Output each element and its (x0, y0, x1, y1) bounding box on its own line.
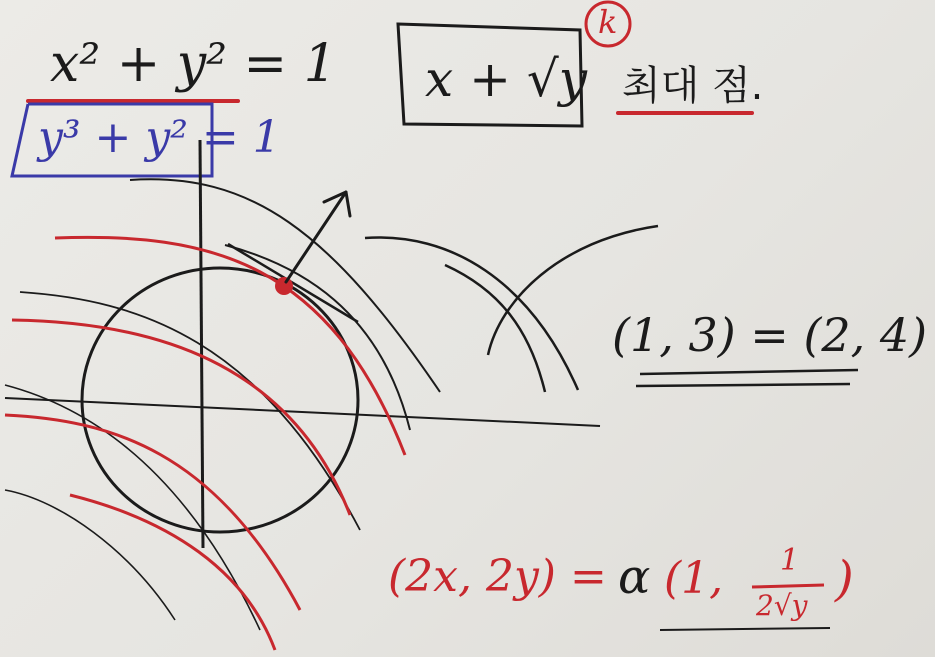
level-curve-red-4 (70, 495, 275, 650)
boxed-equation-text: y³ + y² = 1 (38, 112, 281, 163)
level-curve-black-4 (5, 385, 260, 630)
level-curve-red-1 (55, 237, 405, 455)
pair-underline (636, 370, 858, 386)
pair-equation-text: (1, 3) = (2, 4) (612, 308, 928, 362)
level-curve-red-2 (12, 320, 350, 515)
tangency-point (275, 277, 293, 295)
gradient-left-text: (2x, 2y) = (388, 551, 607, 602)
gradient-right-close: ) (835, 551, 854, 607)
crossing-curve-1 (365, 238, 578, 390)
gradient-arrow (286, 192, 350, 282)
k-marker-text: k (598, 3, 618, 41)
objective-text: x + √y (425, 50, 587, 108)
level-curve-black-5 (5, 490, 175, 620)
gradient-right-open: (1, (664, 553, 724, 604)
fraction-bar (752, 585, 824, 587)
x-axis (5, 398, 600, 426)
alpha-symbol: α (618, 549, 651, 605)
circle-equation-text: x² + y² = 1 (50, 34, 337, 94)
fraction-underline (660, 628, 830, 630)
fraction-denominator: 2√y (756, 589, 808, 622)
unit-circle (82, 268, 358, 532)
max-point-label: 최대 점. (622, 63, 764, 109)
fraction-numerator: 1 (780, 543, 800, 578)
level-curve-red-3 (5, 415, 300, 610)
tangent-line (228, 244, 358, 322)
